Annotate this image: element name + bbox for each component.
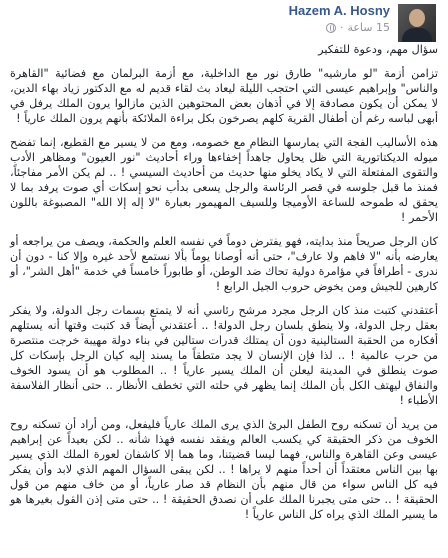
- avatar-shoulders-shape: [402, 28, 432, 42]
- post-paragraph-5: أعتقدني كتبت منذ كان الرجل مجرد مرشح رئاسي أنه لا يتمتع بسمات رجل الدولة، ولا يفكر بعقل رجل الدولة، ولا ينطق بلسان رجل الدولة! .. أعتقدني أيضاً قد كتبت وقتها أنه يستلهم أفكاره من الحقبة الستالينية دون أن يمتلك قدرات ستالين في بناء دولة مهيبة خرجت منتصرة من حرب عالمية ! .. لذا فإن الإنسان لا يجد متطقاً ما يسند إليه كيان الرجل بإسكات كل صوت ينطلق في المدينة ليعلن أن الملك يسير عارياً ! .. المطلوب هو أن يسود الخوف والنفاق ليهتف الكل بأن الملك إنما يظهر في حلته التي تخطف الأنظار .. حتى أنظار الفلاسفة الأطباء !: [10, 304, 438, 407]
- post-timestamp[interactable]: 15 ساعة: [347, 21, 390, 34]
- post-paragraph-6: من يريد أن تسكنه روح الطفل البرئ الذي يرى الملك عارياً فليفعل، ومن أراد أن تسكنه روح الخوف من ذكر الحقيقة كي يكسب العالم ويفقد نفسه فهذا شأنه .. لكن بعيداً عن إبراهيم عيسى وعن القاهرة والناس، فهما ليسا قضيتنا، وما هما إلا كاشفان لعورة الملك الذي يسير بها بين الناس معتقداً أن أحداً منهم لا يراها ! .. لكن يبقى السؤال المهم الذي لابد وأن يفكر فيه كل الناس سواء من قال منهم بأن النظام قد صار عارياً، أو من خاف منهم من قول الحقيقة ! .. حتى متى يجبرنا الملك على أن نصدق الحقيقة ! .. حتى متى إذن القول بغيرها هو ما يسير الملك الذي يراه كل الناس عارياً !: [10, 418, 438, 521]
- author-name[interactable]: Hazem A. Hosny: [288, 3, 390, 18]
- post-meta: 15 ساعة ·: [326, 21, 390, 34]
- post-paragraph-3: هذه الأساليب الفجة التي يمارسها النظام مع خصومه، ومع من لا يسير مع القطيع، إنما تفضح ميوله الديكتاتورية التي ظل يحاول جاهداً إخفاءها وراء أحاديث "نور العيون" ومظاهر الأدب والتقوى المفتعلة التي لا يكاد يخلو منها حديث من أحاديث السيسي ! .. لم يكن الأمر مفاجئاً، فمنذ ما قبل جلوسه في قصر الرئاسة والرجل يسعى بدأب نحو إسكات أي صوت يرفد بما لا يحقق له طموحه للساعة الأوميجا وللسيف المهيمور بعبارة "لا إله إلا الله" المصبوغة باللون الأحمر !: [10, 136, 438, 224]
- post-paragraph-1: سؤال مهم، ودعوة للتفكير: [318, 43, 438, 56]
- avatar-head-shape: [409, 9, 425, 27]
- post-body: [8, 42, 442, 522]
- post-header: [8, 0, 442, 40]
- post-paragraph-2: تزامن أزمة "لو مارشيه" طارق نور مع الداخلية، مع أزمة البرلمان مع فضائية "القاهرة والناس" وإبراهيم عيسى التي احتجب الليلة ليعاد بث لقاء قديم له مع الدكتور زياد بهاء الدين، لا يمكن أن يكون مصادفة إلا في أذهان بعض المحتوهين الذين مازالوا يرون الملك يرفل في أبهى لباسه رغم أن أطفال القرية كلهم يصرخون بكل براءة الملائكة بأنهم يرون الملك عارياً !: [10, 67, 438, 125]
- author-avatar[interactable]: [398, 4, 436, 42]
- globe-icon[interactable]: [326, 23, 336, 33]
- post-paragraph-4: كان الرجل صريحاً منذ بدايته، فهو يفترض دوماً في نفسه العلم والحكمة، ويصف من يراجعه أو يعارضه بأنه "لا فاهم ولا عارف"، حتى أنه أوصانا يوماً بألا نستمع لأحد غيره وإلا كنا - دون أن ندرى - أطرافاً في مؤامرة دولية تحاك ضد الوطن، أو طابوراً خامساً في خدمة "أهل الشر"، أو كارهين للجيش ومن يخوض حروب الجيل الرابع !: [10, 235, 438, 293]
